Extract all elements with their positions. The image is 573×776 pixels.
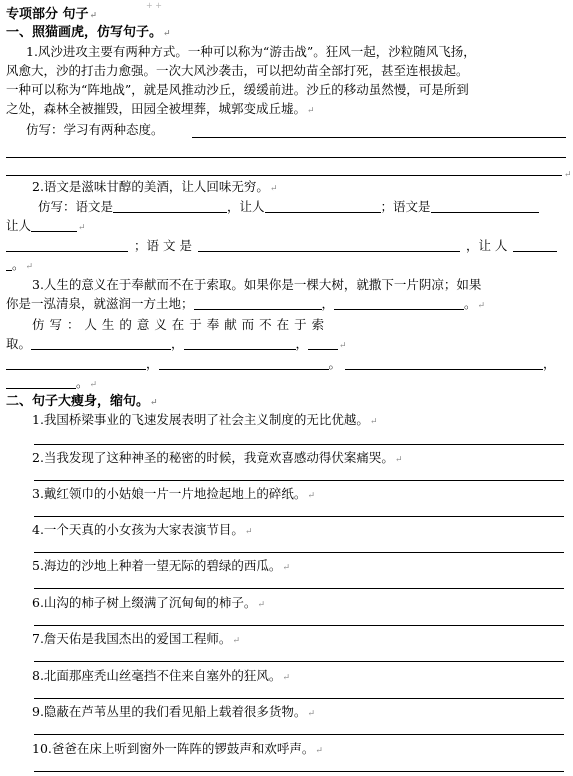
answer-line[interactable] xyxy=(34,771,564,772)
item3-row2: 你是一泓清泉，就滋润一方土地； ， 。↵ xyxy=(6,296,486,311)
item3-row4: 取。 ， ， ↵ xyxy=(6,336,347,351)
item2-row3: ；语 文 是 ，让 人 xyxy=(6,238,557,254)
fill-blank[interactable] xyxy=(6,375,76,389)
answer-line[interactable] xyxy=(6,157,566,158)
paragraph-mark: ↵ xyxy=(564,170,572,180)
fill-blank[interactable] xyxy=(6,238,128,252)
fill-blank[interactable] xyxy=(159,356,329,370)
fill-blank[interactable] xyxy=(513,238,557,252)
item1-line: 1.风沙进攻主要有两种方式。一种可以称为“游击战”。狂风一起，沙粒随风飞扬， xyxy=(26,44,476,59)
fill-blank[interactable] xyxy=(31,336,171,350)
shrink-item: 2.当我发现了这种神圣的秘密的时候，我竟欢喜感动得伏案痛哭。↵ xyxy=(32,450,403,465)
fill-blank[interactable] xyxy=(265,199,381,213)
shrink-item: 10.爸爸在床上听到窗外一阵阵的锣鼓声和欢呼声。↵ xyxy=(32,741,323,756)
item1-line: 一种可以称为“阵地战”，就是风推动沙丘，缓缓前进。沙丘的移动虽然慢，可是所到 xyxy=(6,82,469,97)
item3-row6: 。↵ xyxy=(6,375,97,393)
shrink-item: 6.山沟的柿子树上缀满了沉甸甸的柿子。↵ xyxy=(32,595,265,610)
item2-line: 2.语文是滋味甘醇的美酒，让人回味无穷。↵ xyxy=(32,179,278,194)
fill-blank[interactable] xyxy=(184,336,296,350)
item2-row2: 让人 ↵ xyxy=(6,218,86,233)
answer-line[interactable] xyxy=(34,444,564,445)
shrink-item: 3.戴红领巾的小姑娘一片一片地捡起地上的碎纸。↵ xyxy=(32,486,315,501)
fill-blank[interactable] xyxy=(345,356,543,370)
item1-line: 之处，森林全被摧毁，田园全被埋葬，城郭变成丘墟。↵ xyxy=(6,101,315,116)
page-title: 专项部分 句子↵ xyxy=(6,7,98,22)
fill-blank[interactable] xyxy=(334,296,464,310)
item1-line: 风愈大，沙的打击力愈强。一次大风沙袭击，可以把幼苗全部打死，甚至连根拔起。 xyxy=(6,63,469,78)
section1-heading: 一、照猫画虎，仿写句子。↵ xyxy=(6,25,171,40)
item2-row4: 。↵ xyxy=(6,257,33,275)
fill-blank[interactable] xyxy=(6,356,146,370)
answer-line[interactable] xyxy=(34,625,564,626)
fill-blank[interactable] xyxy=(198,238,460,252)
shrink-item: 1.我国桥梁事业的飞速发展表明了社会主义制度的无比优越。↵ xyxy=(32,412,378,427)
shrink-item: 4.一个天真的小女孩为大家表演节目。↵ xyxy=(32,522,253,537)
answer-line[interactable] xyxy=(34,516,564,517)
answer-line[interactable] xyxy=(34,698,564,699)
shrink-item: 5.海边的沙地上种着一望无际的碧绿的西瓜。↵ xyxy=(32,558,290,573)
top-marker: + + xyxy=(146,1,162,10)
answer-line[interactable] xyxy=(34,552,564,553)
item3-row5: ， 。 ， xyxy=(6,356,556,372)
item3-prompt: 仿 写 ： 人 生 的 意 义 在 于 奉 献 而 不 在 于 索 xyxy=(32,317,325,332)
fill-blank[interactable] xyxy=(308,336,338,350)
fill-blank[interactable] xyxy=(194,296,322,310)
section2-heading: 二、句子大瘦身，缩句。↵ xyxy=(6,394,158,409)
answer-line[interactable] xyxy=(34,480,564,481)
fill-blank[interactable] xyxy=(113,199,227,213)
answer-line[interactable] xyxy=(6,175,562,176)
fill-blank[interactable] xyxy=(431,199,539,213)
answer-line[interactable] xyxy=(34,588,564,589)
answer-line[interactable] xyxy=(192,137,566,138)
item1-prompt: 仿写：学习有两种态度。 xyxy=(26,122,164,137)
answer-line[interactable] xyxy=(34,734,564,735)
shrink-item: 9.隐蔽在芦苇丛里的我们看见船上载着很多货物。↵ xyxy=(32,704,315,719)
answer-line[interactable] xyxy=(34,661,564,662)
fill-blank[interactable] xyxy=(31,218,77,232)
item2-prompt-row: 仿写：语文是 ，让人 ；语文是 xyxy=(38,199,539,215)
shrink-item: 8.北面那座秃山丝毫挡不住来自塞外的狂风。↵ xyxy=(32,668,290,683)
shrink-item: 7.詹天佑是我国杰出的爱国工程师。↵ xyxy=(32,631,240,646)
item3-line: 3.人生的意义在于奉献而不在于索取。如果你是一棵大树，就撒下一片阴凉；如果 xyxy=(32,277,482,292)
